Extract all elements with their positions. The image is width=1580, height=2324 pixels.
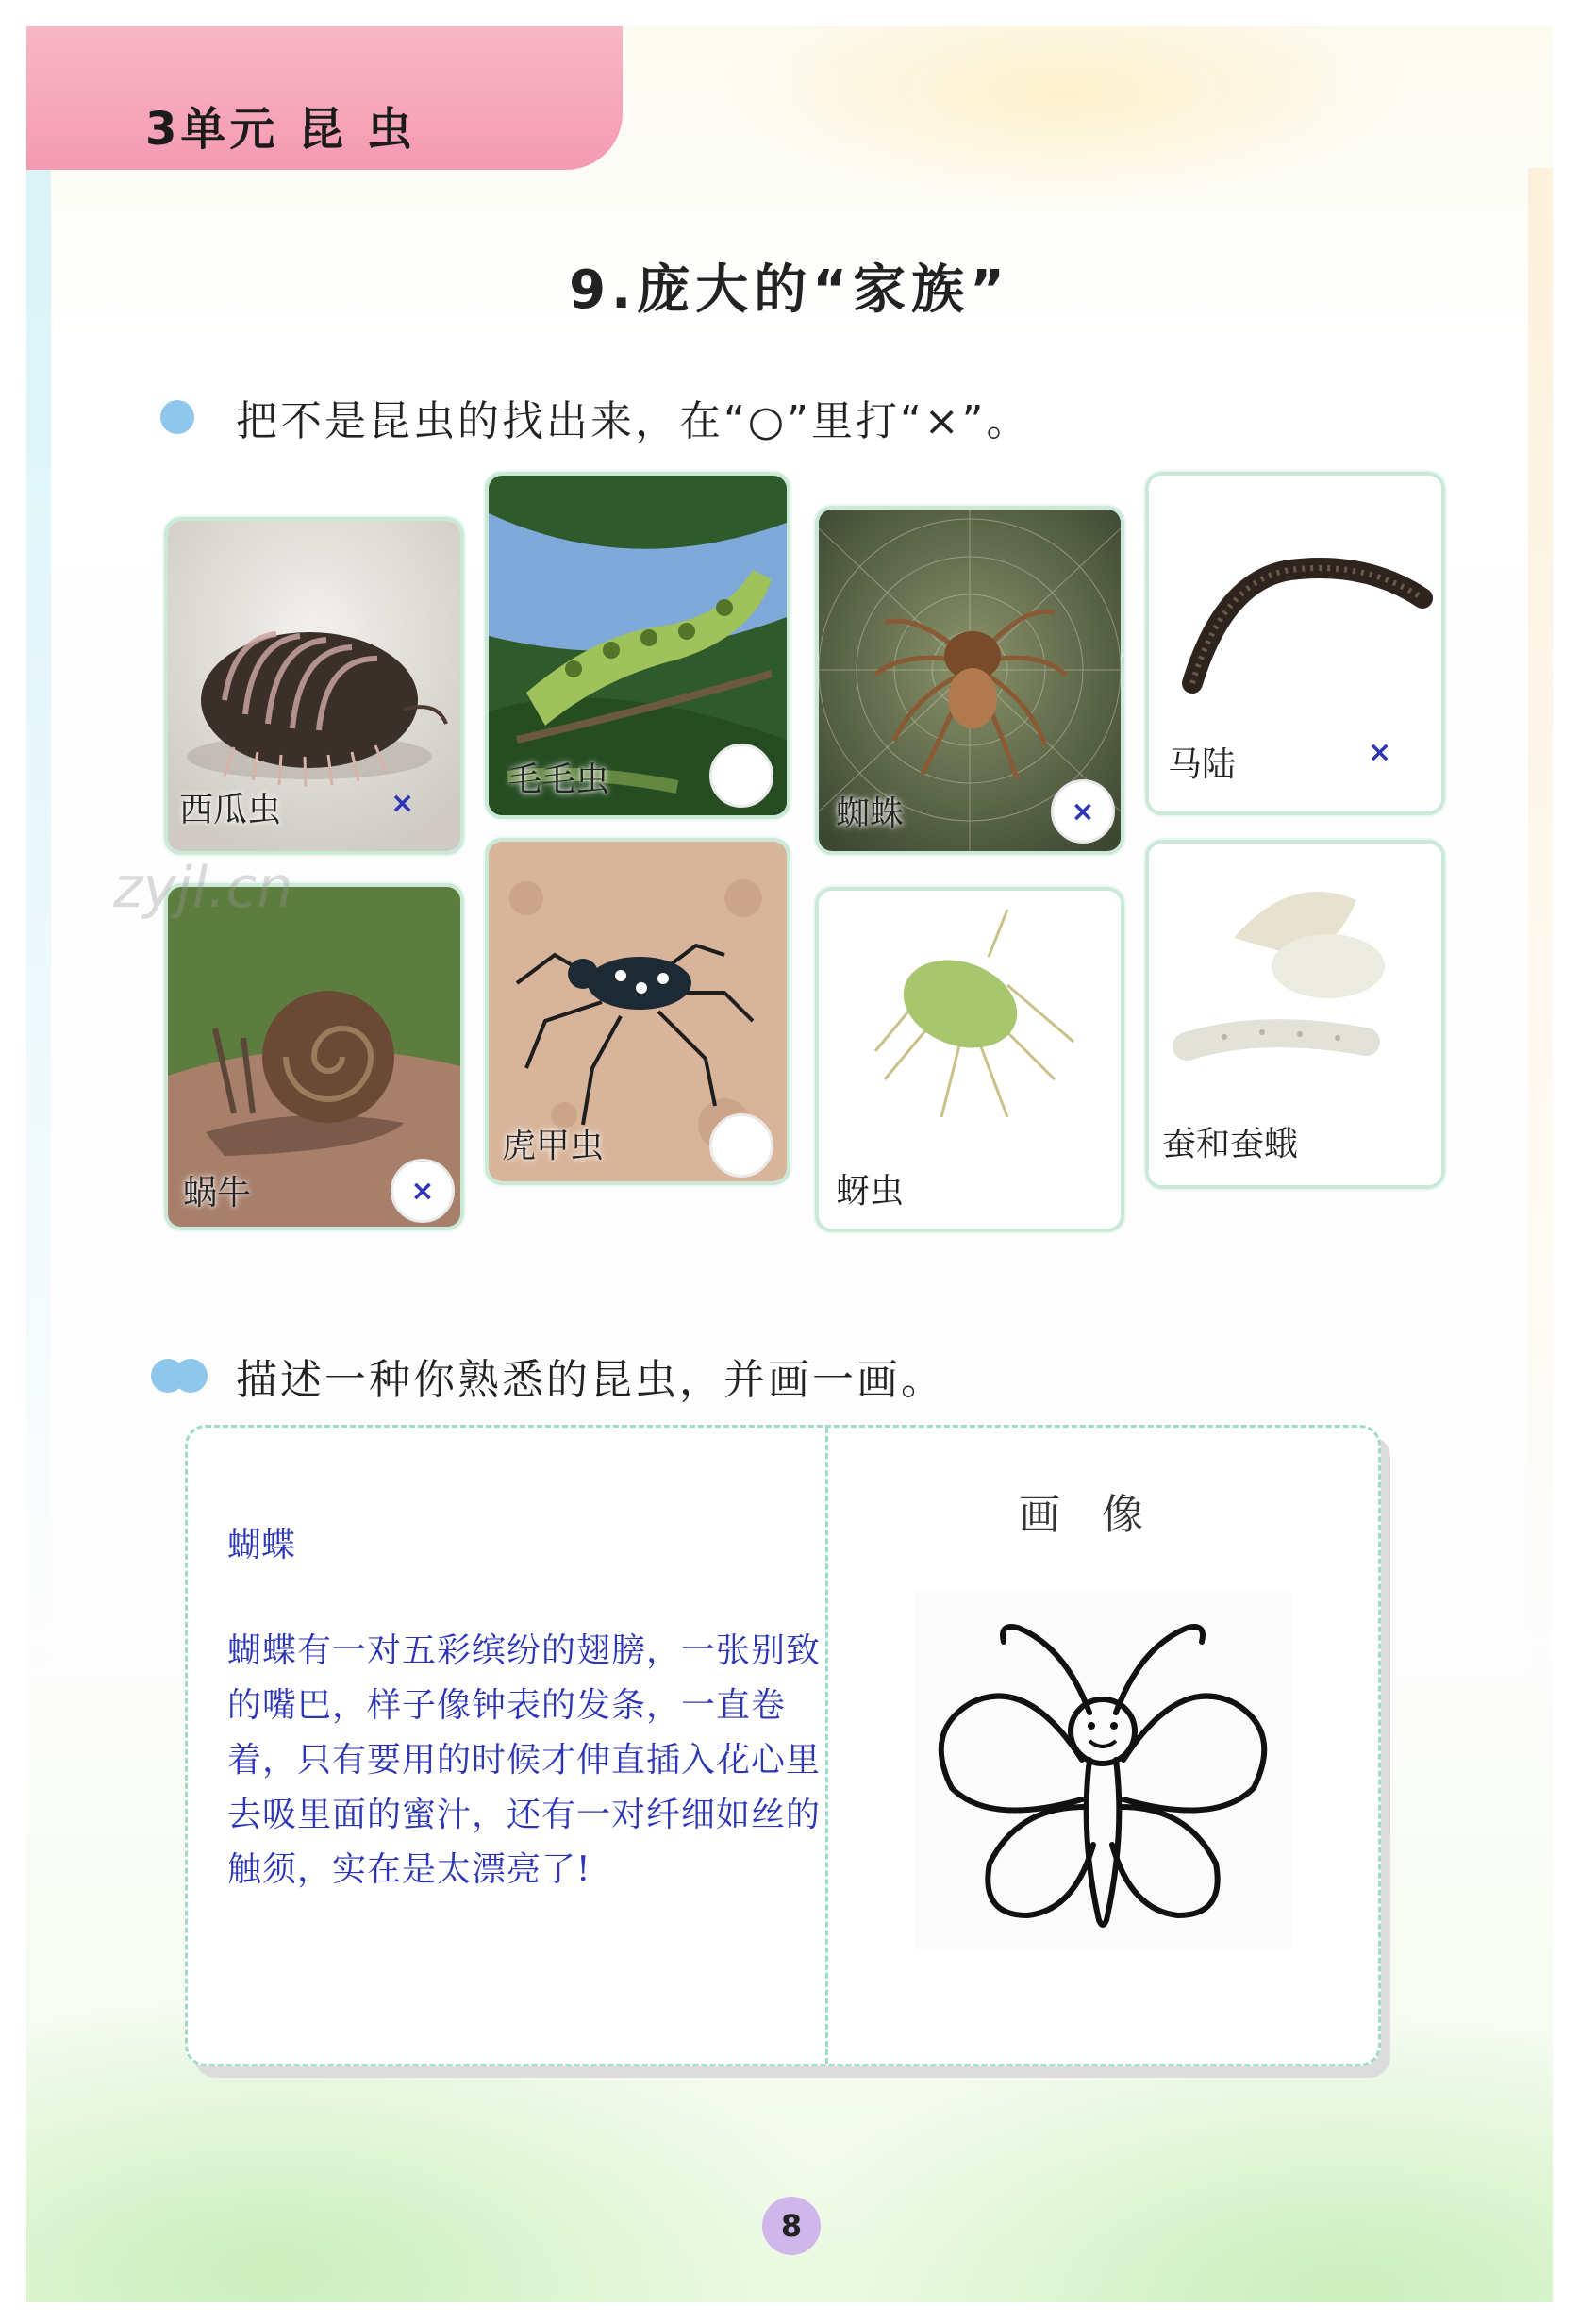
unit-banner (26, 26, 623, 170)
card-label-pill-bug: 西瓜虫 (179, 791, 282, 829)
answer-mark-millipede: × (1368, 736, 1392, 769)
page-number: 8 (762, 2197, 821, 2255)
card-aphid (815, 887, 1124, 1232)
writing-box (185, 1425, 1381, 2066)
card-tiger-beetle (485, 838, 790, 1185)
watermark: zyjl.cn (113, 855, 293, 921)
unit-title: 3单元 昆 虫 (145, 103, 416, 156)
card-label-silkworm: 蚕和蚕蛾 (1162, 1125, 1299, 1163)
card-silkworm (1145, 840, 1445, 1189)
lesson-title: 9.庞大的“家族” (569, 259, 1010, 321)
drawing-area[interactable] (914, 1590, 1291, 1948)
single-dot-icon (160, 400, 194, 434)
card-label-caterpillar: 毛毛虫 (507, 761, 610, 799)
answer-circle-caterpillar[interactable] (709, 744, 773, 808)
question-1-heading (160, 387, 1030, 447)
card-snail (164, 883, 464, 1230)
drawing-title: 画像 (1019, 1491, 1185, 1539)
card-spider (815, 506, 1124, 855)
textbook-page (26, 26, 1553, 2302)
answer-circle-tiger-beetle[interactable] (709, 1113, 773, 1178)
question-2-heading (151, 1346, 945, 1406)
card-label-snail: 蜗牛 (183, 1174, 252, 1212)
card-millipede (1145, 472, 1445, 815)
insect-description-answer[interactable]: 蝴蝶有一对五彩缤纷的翅膀，一张别致的嘴巴，样子像钟表的发条，一直卷着，只有要用的时候才伸直插入花心里去吸里面的蜜汁，还有一对纤细如丝的触须，实在是太漂亮了! (227, 1631, 822, 1889)
question-2-instruction: 描述一种你熟悉的昆虫，并画一画。 (236, 1356, 945, 1404)
dot-icon-2 (174, 1359, 208, 1393)
card-pill-bug (164, 517, 464, 855)
butterfly-drawing-icon (914, 1590, 1291, 1948)
decorative-strip-left (26, 168, 51, 1678)
answer-circle-snail[interactable]: × (391, 1159, 455, 1223)
insect-name-answer[interactable]: 蝴蝶 (227, 1526, 296, 1564)
card-label-millipede: 马陆 (1168, 745, 1237, 784)
card-label-aphid: 蚜虫 (836, 1172, 905, 1211)
question-1-instruction: 把不是昆虫的找出来，在“○”里打“×”。 (236, 397, 1031, 445)
decorative-strip-right (1528, 168, 1553, 1678)
answer-mark-pill-bug: × (391, 787, 415, 820)
answer-circle-spider[interactable]: × (1051, 779, 1115, 844)
card-label-spider: 蜘蛛 (836, 794, 905, 833)
card-caterpillar (485, 472, 790, 819)
card-label-tiger-beetle: 虎甲虫 (502, 1127, 605, 1165)
